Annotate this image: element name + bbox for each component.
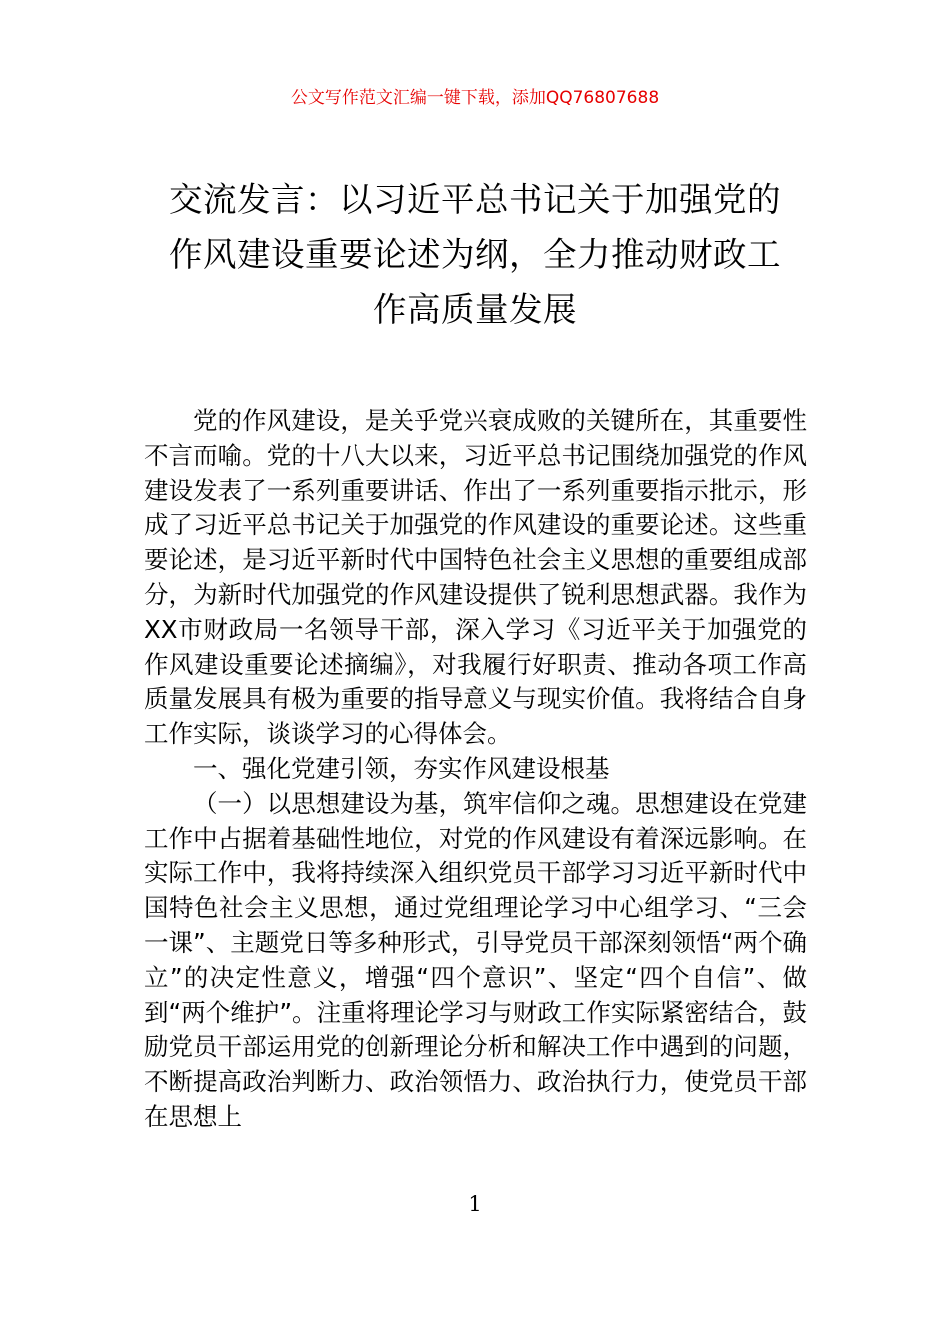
header-download-note: 公文写作范文汇编一键下载，添加QQ76807688: [290, 88, 660, 108]
document-title: [140, 172, 810, 337]
subsection-paragraph-1: （一）以思想建设为基，筑牢信仰之魂。思想建设在党建工作中占据着基础性地位，对党的作风建设有着深远影响。在实际工作中，我将持续深入组织党员干部学习习近平新时代中国特色社会主义思想，通过党组理论学习中心组学习、“三会一课”、主题党日等多种形式，引导党员干部深刻领悟“两个确立”的决定性意义，增强“四个意识”、坚定“四个自信”、做到“两个维护”。注重将理论学习与财政工作实际紧密结合，鼓励党员干部运用党的创新理论分析和解决工作中遇到的问题，不断提高政治判断力、政治领悟力、政治执行力，使党员干部在思想上: [144, 788, 807, 1131]
title-line-2: 作风建设重要论述为纲，全力推动财政工: [169, 235, 781, 274]
intro-paragraph: 党的作风建设，是关乎党兴衰成败的关键所在，其重要性不言而喻。党的十八大以来，习近平总书记围绕加强党的作风建设发表了一系列重要讲话、作出了一系列重要指示批示，形成了习近平总书记关于加强党的作风建设的重要论述。这些重要论述，是习近平新时代中国特色社会主义思想的重要组成部分，为新时代加强党的作风建设提供了锐利思想武器。我作为XX市财政局一名领导干部，深入学习《习近平关于加强党的作风建设重要论述摘编》，对我履行好职责、推动各项工作高质量发展具有极为重要的指导意义与现实价值。我将结合自身工作实际，谈谈学习的心得体会。: [144, 406, 807, 749]
title-line-3: 作高质量发展: [373, 290, 577, 329]
section-heading-1: 一、强化党建引领，夯实作风建设根基: [193, 753, 610, 783]
page-number: 1: [468, 1192, 482, 1216]
document-body: [144, 404, 807, 1135]
title-line-1: 交流发言：以习近平总书记关于加强党的: [169, 180, 781, 219]
